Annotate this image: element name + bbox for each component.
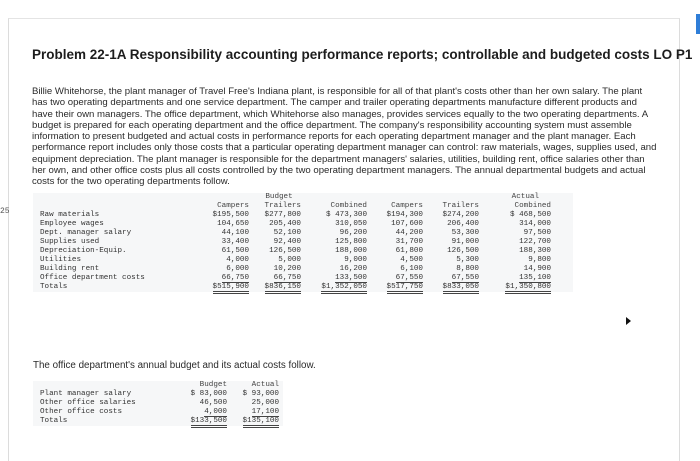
mouse-cursor bbox=[626, 317, 631, 325]
cell: $ 468,500 bbox=[509, 211, 551, 219]
cell: 4,500 bbox=[400, 256, 423, 264]
row-label: Dept. manager salary bbox=[40, 229, 132, 237]
departmental-costs-table bbox=[33, 193, 573, 292]
total-cell: $833,050 bbox=[443, 283, 479, 294]
total-cell: $133,500 bbox=[191, 417, 227, 428]
problem-paragraph: Billie Whitehorse, the plant manager of Travel Free's Indiana plant, is responsible for all of that plant's costs other than her own salary. The plant has two operating departments and one service department. The camper and trailer operating departments manufacture different products and have their own managers. The office department, which Whitehorse also manages, provides services equally to the two operating departments. A budget is prepared for each operating department and the office department. The company's responsibility accounting system must assemble information to present budgeted and actual costs in performance reports for each operating department manager and the plant manager. Each performance report includes only those costs that a particular operating department manager can control: raw materials, wages, supplies used, and equipment depreciation. The plant manager is responsible for the department managers' salaries, utilities, building rent, office salaries other than her own, and other office costs plus all costs controlled by the two operating department managers. The annual departmental budgets and actual costs for the two operating departments follow. bbox=[32, 86, 657, 188]
total-cell: $1,350,800 bbox=[505, 283, 551, 294]
cell: 5,000 bbox=[278, 256, 301, 264]
cell: 33,400 bbox=[221, 238, 249, 246]
column-header: Combined bbox=[514, 202, 551, 210]
total-cell: $1,352,050 bbox=[321, 283, 367, 294]
cell: 53,300 bbox=[451, 229, 479, 237]
row-label: Building rent bbox=[40, 265, 100, 273]
cell: 61,800 bbox=[395, 247, 423, 255]
cell: 125,800 bbox=[335, 238, 367, 246]
cell: 16,200 bbox=[339, 265, 367, 273]
cell: $ 83,000 bbox=[190, 390, 227, 398]
cell: 31,700 bbox=[395, 238, 423, 246]
cell: 66,750 bbox=[221, 274, 249, 282]
table-row bbox=[33, 408, 279, 417]
cell: 104,650 bbox=[217, 220, 249, 228]
total-cell: $135,100 bbox=[243, 417, 279, 428]
cell: 9,000 bbox=[344, 256, 367, 264]
cell: 14,900 bbox=[523, 265, 551, 273]
table-row bbox=[33, 390, 279, 399]
row-label: Office department costs bbox=[40, 274, 145, 282]
cell: 205,400 bbox=[269, 220, 301, 228]
cell: 107,600 bbox=[391, 220, 423, 228]
cell: 8,800 bbox=[456, 265, 479, 273]
cell: 96,200 bbox=[339, 229, 367, 237]
table-row bbox=[33, 229, 551, 238]
office-intro-text: The office department's annual budget and its actual costs follow. bbox=[33, 360, 316, 371]
table-row bbox=[33, 256, 551, 265]
table-row bbox=[33, 399, 279, 408]
cell: 52,100 bbox=[273, 229, 301, 237]
row-label: Raw materials bbox=[40, 211, 100, 219]
cell: 10,200 bbox=[273, 265, 301, 273]
row-label: Plant manager salary bbox=[40, 390, 132, 398]
total-cell: $836,150 bbox=[265, 283, 301, 294]
cell: 4,000 bbox=[204, 408, 227, 416]
cell: 61,500 bbox=[221, 247, 249, 255]
row-label: Other office salaries bbox=[40, 399, 136, 407]
table-row bbox=[33, 220, 551, 229]
cell: 66,750 bbox=[273, 274, 301, 282]
row-label: Utilities bbox=[40, 256, 82, 264]
cell: 9,800 bbox=[528, 256, 551, 264]
row-label: Depreciation-Equip. bbox=[40, 247, 127, 255]
column-header: Campers bbox=[217, 202, 249, 210]
column-header: Actual bbox=[251, 381, 279, 389]
totals-label: Totals bbox=[40, 417, 68, 425]
cell: 91,000 bbox=[451, 238, 479, 246]
cell: $ 93,000 bbox=[242, 390, 279, 398]
row-label: Other office costs bbox=[40, 408, 123, 416]
cell: 46,500 bbox=[199, 399, 227, 407]
margin-number: 25 bbox=[0, 207, 10, 216]
cell: 97,500 bbox=[523, 229, 551, 237]
cell: 67,550 bbox=[395, 274, 423, 282]
table-row bbox=[33, 274, 551, 283]
total-cell: $517,750 bbox=[387, 283, 423, 294]
row-label: Supplies used bbox=[40, 238, 100, 246]
cell: 67,550 bbox=[451, 274, 479, 282]
column-header: Budget bbox=[199, 381, 227, 389]
cell: $194,300 bbox=[386, 211, 423, 219]
cell: 133,500 bbox=[335, 274, 367, 282]
column-header: Campers bbox=[391, 202, 423, 210]
totals-label: Totals bbox=[40, 283, 68, 291]
column-header: Trailers bbox=[264, 202, 301, 210]
budget-group-header: Budget bbox=[265, 193, 293, 201]
cell: 188,000 bbox=[335, 247, 367, 255]
office-costs-table bbox=[33, 381, 283, 426]
table-row bbox=[33, 238, 551, 247]
column-header: Combined bbox=[330, 202, 367, 210]
table-row bbox=[33, 265, 551, 274]
totals-row bbox=[33, 417, 279, 426]
cell: 6,100 bbox=[400, 265, 423, 273]
cell: 310,050 bbox=[335, 220, 367, 228]
cell: 206,400 bbox=[447, 220, 479, 228]
cell: $195,500 bbox=[212, 211, 249, 219]
cell: 4,000 bbox=[226, 256, 249, 264]
cell: 92,400 bbox=[273, 238, 301, 246]
cell: 314,000 bbox=[519, 220, 551, 228]
scroll-indicator[interactable] bbox=[696, 14, 700, 34]
cell: 122,700 bbox=[519, 238, 551, 246]
cell: 5,300 bbox=[456, 256, 479, 264]
totals-row bbox=[33, 283, 551, 292]
cell: 6,000 bbox=[226, 265, 249, 273]
column-header: Trailers bbox=[442, 202, 479, 210]
cell: 135,100 bbox=[519, 274, 551, 282]
table-row bbox=[33, 247, 551, 256]
row-label: Employee wages bbox=[40, 220, 104, 228]
cell: 44,100 bbox=[221, 229, 249, 237]
problem-title: Problem 22-1A Responsibility accounting performance reports; controllable and budgeted costs LO P1 bbox=[32, 47, 693, 62]
cell: 44,200 bbox=[395, 229, 423, 237]
cell: 126,500 bbox=[269, 247, 301, 255]
cell: 25,000 bbox=[251, 399, 279, 407]
table-row bbox=[33, 211, 551, 220]
cell: 17,100 bbox=[251, 408, 279, 416]
cell: $277,800 bbox=[264, 211, 301, 219]
total-cell: $515,900 bbox=[213, 283, 249, 294]
cell: 126,500 bbox=[447, 247, 479, 255]
cell: $274,200 bbox=[442, 211, 479, 219]
actual-group-header: Actual bbox=[511, 193, 539, 201]
cell: $ 473,300 bbox=[325, 211, 367, 219]
cell: 188,300 bbox=[519, 247, 551, 255]
